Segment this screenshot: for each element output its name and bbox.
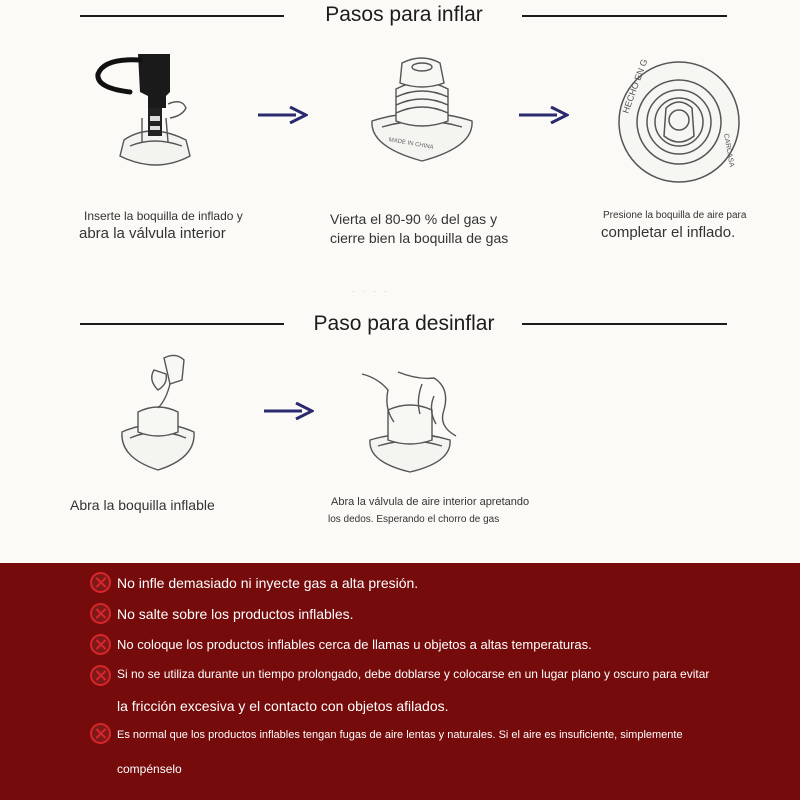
warning-text: No infle demasiado ni inyecte gas a alta presión.	[117, 575, 419, 591]
caption-line: Inserte la boquilla de inflado y	[84, 209, 243, 223]
caption-line: Presione la boquilla de aire para	[603, 210, 747, 221]
warning-text-continuation: compénselo	[117, 762, 182, 776]
x-circle-icon	[90, 665, 111, 686]
warning-text-continuation: la fricción excesiva y el contacto con objetos afilados.	[117, 698, 449, 714]
header-rule-right	[522, 15, 727, 17]
warning-text: Es normal que los productos inflables tengan fugas de aire lentas y naturales. Si el aire es insuficiente, simplemente	[117, 729, 683, 741]
valve-ring-text: MADE IN CHINA	[388, 137, 434, 151]
valve-cap-illustration	[612, 56, 746, 188]
pump-nozzle-illustration	[90, 52, 205, 172]
deflate-step-1-caption	[70, 496, 215, 515]
valve-filling-illustration	[366, 55, 478, 175]
deflate-step-2-caption	[328, 494, 529, 528]
deflate-section-title: Paso para desinflar	[313, 312, 495, 335]
right-arrow-icon	[517, 106, 569, 129]
inflate-step-2-caption	[330, 210, 508, 248]
warning-text: No salte sobre los productos inflables.	[117, 606, 354, 622]
inflate-section-title: Pasos para inflar	[325, 3, 483, 26]
x-circle-icon	[90, 572, 111, 593]
caption-line: los dedos. Esperando el chorro de gas	[328, 513, 500, 525]
inflate-step-3-caption	[601, 209, 746, 243]
right-arrow-icon	[262, 402, 314, 425]
cap-ring-left-text: HECHO EN G	[620, 57, 650, 115]
caption-line: Vierta el 80-90 % del gas y	[330, 211, 498, 227]
right-arrow-icon	[256, 106, 308, 129]
header-rule-right	[522, 323, 727, 325]
squeeze-valve-illustration	[358, 370, 470, 474]
inflate-step-1-caption	[79, 208, 243, 244]
header-rule-left	[80, 323, 284, 325]
warning-text: No coloque los productos inflables cerca de llamas u objetos a altas temperaturas.	[117, 637, 592, 652]
x-circle-icon	[90, 603, 111, 624]
x-circle-icon	[90, 723, 111, 744]
open-valve-illustration	[118, 350, 198, 474]
caption-line: Abra la boquilla inflable	[70, 497, 215, 513]
warning-text: Si no se utiliza durante un tiempo prolongado, debe doblarse y colocarse en un lugar plano y oscuro para evitar	[117, 667, 710, 681]
caption-line: cierre bien la boquilla de gas	[330, 229, 509, 246]
caption-line: Abra la válvula de aire interior apretando	[331, 496, 530, 508]
warnings-panel	[0, 563, 800, 800]
header-rule-left	[80, 15, 284, 17]
x-circle-icon	[90, 634, 111, 655]
caption-line: completar el inflado.	[601, 223, 736, 241]
caption-line: abra la válvula interior	[79, 225, 226, 243]
divider-dots: ····	[352, 287, 395, 296]
cap-ring-right-text: CARCASA	[722, 133, 735, 168]
